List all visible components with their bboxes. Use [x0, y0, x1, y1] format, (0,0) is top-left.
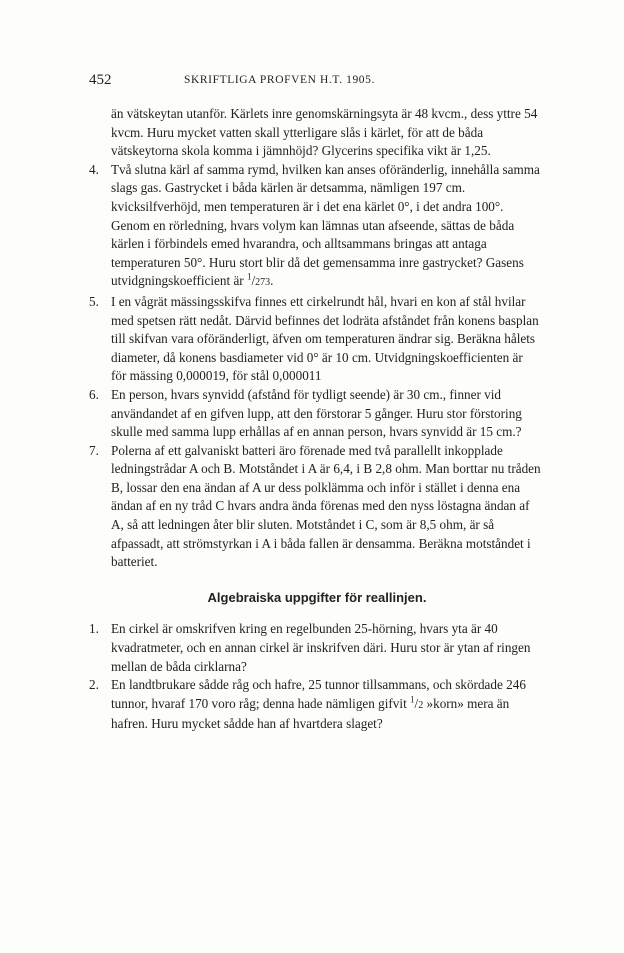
- problem-text: Två slutna kärl af samma rymd, hvilken kan anses oföränderlig, innehålla samma slags gas. Gastrycket i båda kärlen är detsamma, nämligen 197 cm. kvicksilfverhöjd, men temperaturen är i det ena kärlet 0°, i det andra 100°. Genom en rörledning, hvars volym kan lämnas utan afseende, sättas de båda kärlen i förbindels emed hvarandra, och alltsammans bringas att antaga temperaturen 50°. Huru stort blir då det gemensamma inre gastrycket? Gasens utvidgningskoefficient är: [111, 161, 540, 289]
- fraction-denominator: 2: [418, 699, 424, 711]
- problem-6: [89, 386, 541, 442]
- running-title: SKRIFTLIGA PROFVEN H.T. 1905.: [184, 74, 375, 86]
- problem-number: 6.: [89, 386, 99, 402]
- problem-7: [89, 442, 541, 572]
- problem-number: 7.: [89, 442, 99, 458]
- problem-5: [89, 293, 541, 386]
- problem-number: 2.: [89, 677, 99, 693]
- algebra-problem-1: [89, 620, 541, 676]
- problem-4: [89, 161, 541, 293]
- problem-text: Polerna af ett galvaniskt batteri äro förenade med två parallellt inkopplade ledningstrådar A och B. Motståndet i A är 6,4, i B 2,8 ohm. Man borttar nu tråden B, lossar den ena ändan af A ur dess polklämma och inför i stället i denna ena ändan af en ny tråd C hvars andra ända förenas med den nyss löstagna ändan af A, så att ledningen åter blir sluten. Motståndet i C, som är 8,5 ohm, är så afpassadt, att strömstyrkan i A i båda fallen är densamma. Beräkna motståndet i batteriet.: [111, 442, 541, 570]
- problem-text: En cirkel är omskrifven kring en regelbunden 25-hörning, hvars yta är 40 kvadratmeter, och en annan cirkel är inskrifven däri. Huru stor är ytan af ringen mellan de båda cirklarna?: [111, 621, 531, 674]
- problem-number: 4.: [89, 161, 99, 177]
- problem-text: än vätskeytan utanför. Kärlets inre genomskärningsyta är 48 kvcm., dess yttre 54 kvcm. Huru mycket vatten skall ytterligare slås i kärlet, för att de båda vätskeytorna skola komma i jämnhöjd? Glycerins specifika vikt är 1,25.: [111, 106, 538, 159]
- section-title: Algebraiska uppgifter för reallinjen.: [207, 589, 427, 605]
- page-header: [89, 72, 539, 92]
- fraction-numerator: 1: [247, 271, 252, 282]
- problem-continuation: [89, 105, 541, 161]
- fraction-numerator: 1: [410, 694, 415, 705]
- algebra-problem-2: [89, 676, 541, 734]
- page-number: 452: [89, 72, 112, 88]
- fraction: $^1$/273: [247, 271, 271, 289]
- problem-text: En landtbrukare sådde råg och hafre, 25 tunnor tillsammans, och skördade 246 tunnor, hvaraf 170 voro råg; denna hade nämligen gifvit: [111, 677, 526, 711]
- problem-number: 5.: [89, 293, 99, 309]
- problem-number: 1.: [89, 621, 99, 637]
- problem-text: I en vågrät mässingsskifva finnes ett cirkelrundt hål, hvari en kon af stål hvilar med spetsen rätt nedåt. Därvid befinnes det lodräta afståndet från konens basplan till skifvan vara oföränderligt, äfven om temperaturen ändrar sig. Beräkna hålets diameter, då konens basdiameter vid 0° är 10 cm. Utvidgningskoefficienten är för mässing 0,000019, för stål 0,000011: [111, 293, 539, 384]
- problem-suffix: .: [270, 273, 274, 289]
- page-body: [89, 105, 541, 734]
- problem-text: En person, hvars synvidd (afstånd för tydligt seende) är 30 cm., finner vid användandet af en gifven lupp, att den förstorar 5 gånger. Huru stor förstoring skulle med samma lupp erhållas af en annan person, hvars synvidd är 15 cm.?: [111, 386, 522, 440]
- fraction-denominator: 273: [255, 277, 271, 289]
- fraction: $^1$/2: [410, 694, 424, 711]
- problem-text: »korn» mera än hafren. Huru mycket sådde han af hvartdera slaget?: [111, 695, 510, 732]
